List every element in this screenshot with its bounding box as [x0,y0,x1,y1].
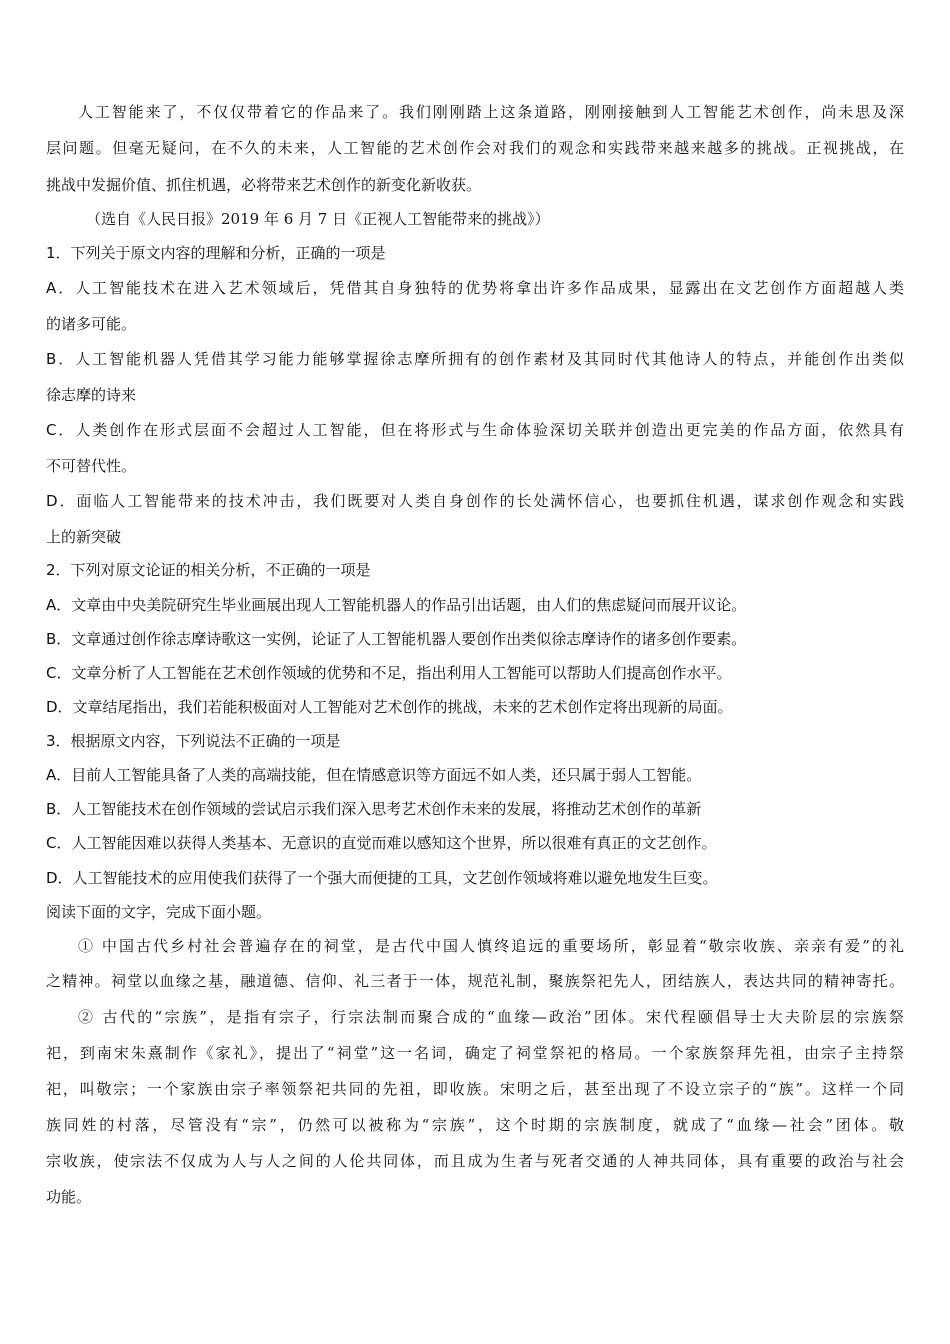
passage2-para2-line-4: 族同姓的村落，尽管没有“宗”，仍然可以被称为“宗族”，这个时期的宗族制度，就成了“血缘—社会”团体。敬 [46,1116,904,1134]
question-1-option-b-cont: 徐志摩的诗来 [46,386,137,404]
passage1-line-3: 挑战中发掘价值、抓住机遇，必将带来艺术创作的新变化新收获。 [46,176,482,194]
reading-intro: 阅读下面的文字，完成下面小题。 [46,903,272,921]
question-1-stem: 1．下列关于原文内容的理解和分析，正确的一项是 [46,244,386,262]
question-2-option-c: C．文章分析了人工智能在艺术创作领域的优势和不足，指出利用人工智能可以帮助人们提高创作水平。 [46,664,732,682]
passage2-para1-line-2: 之精神。祠堂以血缘之基，融道德、信仰、礼三者于一体，规范礼制，聚族祭祀先人，团结族人，表达共同的精神寄托。 [46,972,904,990]
question-3-option-d: D．人工智能技术的应用使我们获得了一个强大而便捷的工具，文艺创作领域将难以避免地发生巨变。 [46,869,718,887]
passage1-line-2: 层问题。但毫无疑问，在不久的未来，人工智能的艺术创作会对我们的观念和实践带来越来越多的挑战。正视挑战，在 [46,139,904,157]
question-1-option-b: B．人工智能机器人凭借其学习能力能够掌握徐志摩所拥有的创作素材及其同时代其他诗人的特点，并能创作出类似 [46,350,904,368]
question-3-option-a: A．目前人工智能具备了人类的高端技能，但在情感意识等方面远不如人类，还只属于弱人工智能。 [46,766,702,784]
passage2-para2-line-5: 宗收族，使宗法不仅成为人与人之间的人伦共同体，而且成为生者与死者交通的人神共同体，具有重要的政治与社会 [46,1152,904,1170]
question-1-option-a: A．人工智能技术在进入艺术领域后，凭借其自身独特的优势将拿出许多作品成果，显露出在文艺创作方面超越人类 [46,279,904,297]
passage2-para2-line-6: 功能。 [46,1188,92,1206]
question-2-option-a: A．文章由中央美院研究生毕业画展出现人工智能机器人的作品引出话题，由人们的焦虑疑问而展开议论。 [46,596,747,614]
passage2-para2-line-1: ② 古代的“宗族”，是指有宗子，行宗法制而聚合成的“血缘—政治”团体。宋代程颐倡导士大夫阶层的宗族祭 [78,1008,904,1026]
passage2-para1-line-1: ① 中国古代乡村社会普遍存在的祠堂，是古代中国人慎终追远的重要场所，彰显着“敬宗收族、亲亲有爱”的礼 [78,937,904,955]
passage2-para2-line-2: 祀，到南宋朱熹制作《家礼》，提出了“祠堂”这一名词，确定了祠堂祭祀的格局。一个家族祭拜先祖，由宗子主持祭 [46,1044,904,1062]
question-3-stem: 3．根据原文内容，下列说法不正确的一项是 [46,732,341,750]
passage1-line-1: 人工智能来了，不仅仅带着它的作品来了。我们刚刚踏上这条道路，刚刚接触到人工智能艺术创作，尚未思及深 [78,103,904,121]
question-1-option-d-cont: 上的新突破 [46,528,122,546]
question-1-option-c-cont: 不可替代性。 [46,457,137,475]
passage1-source: （选自《人民日报》2019 年 6 月 7 日《正视人工智能带来的挑战》） [86,210,550,228]
question-2-option-d: D．文章结尾指出，我们若能积极面对人工智能对艺术创作的挑战，未来的艺术创作定将出现新的局面。 [46,698,733,716]
question-1-option-a-cont: 的诸多可能。 [46,315,137,333]
question-3-option-c: C．人工智能因难以获得人类基本、无意识的直觉而难以感知这个世界，所以很难有真正的文艺创作。 [46,834,717,852]
question-1-option-d: D．面临人工智能带来的技术冲击，我们既要对人类自身创作的长处满怀信心，也要抓住机遇，谋求创作观念和实践 [46,492,904,510]
question-3-option-b: B．人工智能技术在创作领域的尝试启示我们深入思考艺术创作未来的发展，将推动艺术创作的革新 [46,800,702,818]
question-2-option-b: B．文章通过创作徐志摩诗歌这一实例，论证了人工智能机器人要创作出类似徐志摩诗作的诸多创作要素。 [46,630,747,648]
question-2-stem: 2．下列对原文论证的相关分析，不正确的一项是 [46,561,371,579]
passage2-para2-line-3: 祀，叫敬宗；一个家族由宗子率领祭祀共同的先祖，即收族。宋明之后，甚至出现了不设立宗子的“族”。这样一个同 [46,1080,904,1098]
question-1-option-c: C．人类创作在形式层面不会超过人工智能，但在将形式与生命体验深切关联并创造出更完美的作品方面，依然具有 [46,421,904,439]
